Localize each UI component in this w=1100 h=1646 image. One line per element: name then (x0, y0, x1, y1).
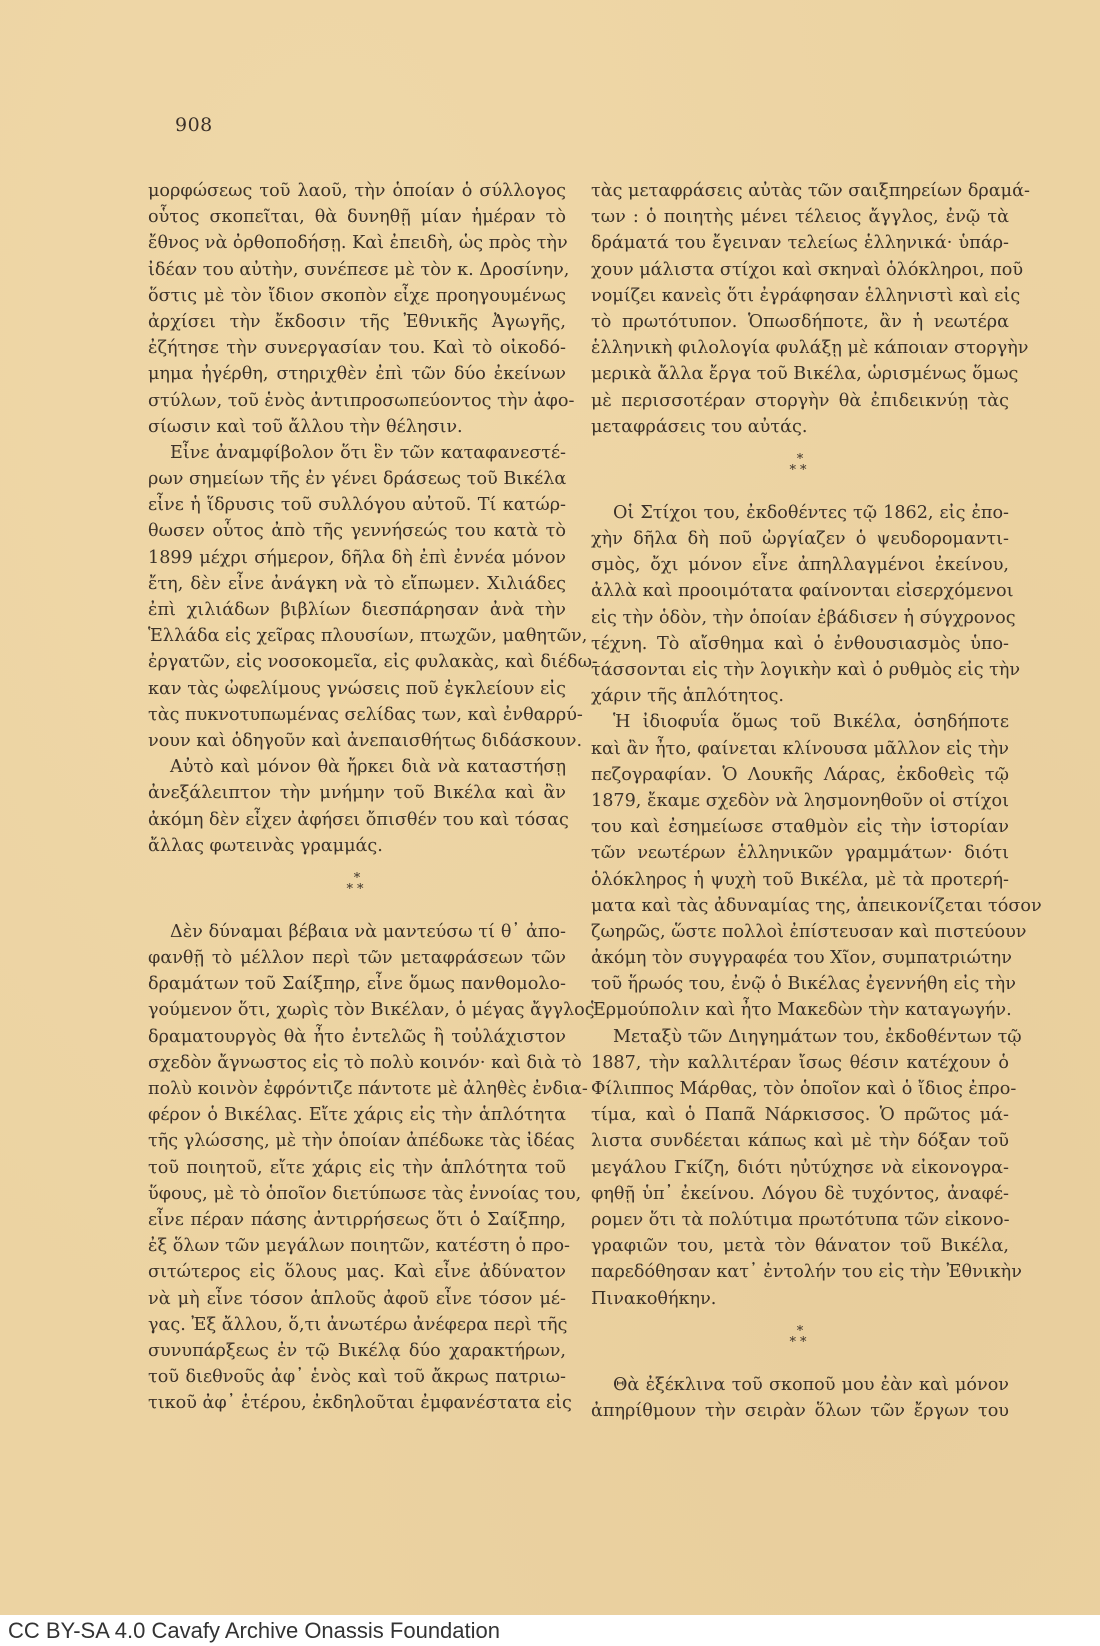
text-line: νομίζει κανεὶς ὅτι ἐγράφησαν ἑλληνιστὶ καὶ εἰς (591, 285, 1021, 306)
text-line: πολὺ κοινὸν ἐφρόντιζε πάντοτε μὲ ἀληθὲς ἐνδια- (148, 1079, 588, 1099)
text-line: χάριν τῆς ἁπλότητος. (591, 686, 785, 707)
text-line: ἐργατῶν, εἰς νοσοκομεῖα, εἰς φυλακὰς, καὶ διέδω- (148, 652, 598, 673)
text-line: καὶ ἂν ἦτο, φαίνεται κλίνουσα μᾶλλον εἰς τὴν (591, 738, 1009, 759)
text-line: σίωσιν καὶ τοῦ ἄλλου τὴν θέλησιν. (148, 416, 463, 437)
text-line: Εἶνε ἀναμφίβολον ὅτι ἓν τῶν καταφανεστέ- (170, 442, 566, 463)
text-line: ἀρχίσει τὴν ἔκδοσιν τῆς Ἐθνικῆς Ἀγωγῆς, (148, 311, 566, 332)
page-number: 908 (175, 114, 213, 136)
text-line: γας. Ἐξ ἄλλου, ὅ,τι ἀνωτέρω ἀνέφερα περὶ τῆς (148, 1314, 568, 1335)
text-line: δράματά του ἔγειναν τελείως ἑλληνικά· ὑπάρ- (591, 233, 1009, 254)
text-line: των : ὁ ποιητὴς μένει τέλειος ἄγγλος, ἐνῷ τὰ (591, 207, 1009, 228)
text-line: τοῦ διεθνοῦς ἀφ᾽ ἑνὸς καὶ τοῦ ἄκρως πατριω- (148, 1367, 566, 1388)
text-line: μορφώσεως τοῦ λαοῦ, τὴν ὁποίαν ὁ σύλλογος (148, 181, 566, 201)
text-line: του καὶ ἐσημείωσε σταθμὸν εἰς τὴν ἱστορίαν (591, 817, 1009, 838)
text-line: συνυπάρξεως ἐν τῷ Βικέλᾳ δύο χαρακτήρων, (148, 1340, 566, 1361)
text-line: ὅστις μὲ τὸν ἴδιον σκοπὸν εἶχε προηγουμένως (148, 285, 566, 306)
text-line: σιτώτερος εἰς ὅλους μας. Καὶ εἶνε ἀδύνατον (148, 1262, 566, 1283)
text-line: μερικὰ ἄλλα ἔργα τοῦ Βικέλα, ὡρισμένως ὅμως (591, 364, 1019, 385)
text-line: τίμα, καὶ ὁ Παπᾶ Νάρκισσος. Ὁ πρῶτος μά- (591, 1105, 1009, 1126)
text-line: ζωηρῶς, ὥστε πολλοὶ ἐπίστευσαν καὶ πιστεύουν (591, 921, 1027, 942)
text-line: Οἱ Στίχοι του, ἐκδοθέντες τῷ 1862, εἰς ἐπο- (613, 502, 1009, 523)
text-line: ὁλόκληρος ἡ ψυχὴ τοῦ Βικέλα, μὲ τὰ προτερή- (591, 869, 1009, 890)
text-line: τοῦ ποιητοῦ, εἴτε χάρις εἰς τὴν ἁπλότητα τοῦ (148, 1157, 566, 1178)
text-line: ἔθνος νὰ ὀρθοποδήσῃ. Καὶ ἐπειδὴ, ὡς πρὸς τὴν (148, 233, 568, 254)
text-line: οὗτος σκοπεῖται, θὰ δυνηθῇ μίαν ἡμέραν τὸ (148, 207, 566, 228)
text-line: ἀκόμη τὸν συγγραφέα του Χῖον, συμπατριώτην (591, 948, 1012, 969)
text-line: ρομεν ὅτι τὰ πολύτιμα πρωτότυπα τῶν εἰκονο- (591, 1209, 1010, 1230)
section-asterism: * ** (789, 451, 811, 478)
text-line: 1887, τὴν καλλιτέραν ἴσως θέσιν κατέχουν ὁ (591, 1052, 1009, 1073)
text-line: ἔτη, δὲν εἶνε ἀνάγκη νὰ τὸ εἴπωμεν. Χιλιάδες (148, 573, 566, 594)
text-line: 1899 μέχρι σήμερον, δῆλα δὴ ἐπὶ ἐννέα μόνον (148, 547, 566, 568)
text-line: θωσεν οὗτος ἀπὸ τῆς γεννήσεώς του κατὰ τὸ (148, 521, 566, 542)
text-line: ἀλλὰ καὶ προοιμότατα φαίνονται εἰσερχόμενοι (591, 581, 1014, 602)
text-line: Ἑρμούπολιν καὶ ἦτο Μακεδὼν τὴν καταγωγήν. (591, 1000, 1012, 1021)
text-line: ματα καὶ τὰς ἀδυναμίας της, ἀπεικονίζεται τόσον (591, 895, 1042, 916)
text-line: παρεδόθησαν κατ᾽ ἐντολήν του εἰς τὴν Ἐθνικὴν (591, 1262, 1022, 1283)
text-line: ρων σημείων τῆς ἐν γένει δράσεως τοῦ Βικέλα (148, 469, 567, 490)
text-line: ἐζήτησε τὴν συνεργασίαν του. Καὶ τὸ οἰκοδό- (148, 338, 566, 359)
section-asterism: * ** (346, 870, 368, 897)
text-line: Θὰ ἐξέκλινα τοῦ σκοποῦ μου ἐὰν καὶ μόνον (613, 1374, 1009, 1395)
text-line: τὸ πρωτότυπον. Ὁπωσδήποτε, ἂν ἡ νεωτέρα (591, 311, 1009, 332)
paragraph (148, 440, 598, 754)
text-line: στύλων, τοῦ ἑνὸς ἀντιπροσωπεύοντος τὴν ἀφο- (148, 390, 575, 411)
paragraph (591, 1372, 1009, 1424)
text-line: ὕφους, μὲ τὸ ὁποῖον διετύπωσε τὰς ἐννοίας του, (148, 1183, 582, 1204)
text-line: νὰ μὴ εἶνε τόσον ἁπλοῦς ἀφοῦ εἶνε τόσον μέ- (148, 1288, 566, 1309)
text-line: τῶν νεωτέρων ἑλληνικῶν γραμμάτων· διότι (591, 843, 1009, 864)
text-line: Αὐτὸ καὶ μόνον θὰ ἤρκει διὰ νὰ καταστήσῃ (170, 757, 566, 778)
text-line: Δὲν δύναμαι βέβαια νὰ μαντεύσω τί θ᾽ ἀπο- (170, 921, 566, 942)
text-line: Πινακοθήκην. (591, 1288, 717, 1309)
text-line: φηθῇ ὑπ᾽ ἐκείνου. Λόγου δὲ τυχόντος, ἀναφέ- (591, 1183, 1009, 1204)
paragraph (591, 709, 1042, 1023)
text-line: Ἡ ἰδιοφυΐα ὅμως τοῦ Βικέλα, ὁσηδήποτε (613, 712, 1009, 733)
text-line: δραματουργὸς θὰ ἦτο ἐντελῶς ἢ τοὐλάχιστον (148, 1026, 566, 1047)
text-line: ἰδέαν του αὐτὴν, συνέπεσε μὲ τὸν κ. Δροσίνην, (148, 259, 570, 280)
paragraph (148, 178, 575, 440)
right-column (591, 178, 1042, 1424)
text-line: ἑλληνικὴ φιλολογία φυλάξῃ μὲ κάποιαν στοργὴν (591, 338, 1029, 359)
left-column (148, 178, 598, 1416)
text-line: μημα ἠγέρθη, στηριχθὲν ἐπὶ τῶν δύο ἐκείνων (148, 364, 566, 385)
text-line: εἶνε πέραν πάσης ἀντιρρήσεως ὅτι ὁ Σαίξπηρ, (148, 1209, 566, 1230)
text-line: ἀνεξάλειπτον τὴν μνήμην τοῦ Βικέλα καὶ ἂν (148, 783, 566, 804)
text-line: εἰς τὴν ὁδὸν, τὴν ὁποίαν ἐβάδισεν ἡ σύγχρονος (591, 607, 1016, 628)
text-line: ἐπὶ χιλιάδων βιβλίων διεσπάρησαν ἀνὰ τὴν (148, 600, 566, 620)
text-line: τοῦ ἥρωός του, ἐνῷ ὁ Βικέλας ἐγεννήθη εἰς τὴν (591, 974, 1016, 995)
paragraph (148, 919, 595, 1417)
text-line: τὰς πυκνοτυπωμένας σελίδας των, καὶ ἐνθαρρύ- (148, 704, 583, 725)
text-line: φέρον ὁ Βικέλας. Εἴτε χάρις εἰς τὴν ἁπλότητα (148, 1105, 566, 1126)
text-line: τὰς μεταφράσεις αὐτὰς τῶν σαιξπηρείων δραμά- (591, 181, 1030, 201)
text-line: σμὸς, ὄχι μόνον εἶνε ἀπηλλαγμένοι ἐκείνου, (591, 555, 1009, 576)
text-line: σχεδὸν ἄγνωστος εἰς τὸ πολὺ κοινόν· καὶ διὰ τὸ (148, 1052, 582, 1073)
text-line: πεζογραφίαν. Ὁ Λουκῆς Λάρας, ἐκδοθεὶς τῷ (591, 764, 1009, 785)
text-line: χὴν δῆλα δὴ ποῦ ὠργίαζεν ὁ ψευδορομαντι- (591, 529, 1009, 550)
text-line: 1879, ἔκαμε σχεδὸν νὰ λησμονηθοῦν οἱ στίχοι (591, 790, 1009, 811)
text-line: Φίλιππος Μάρθας, τὸν ὁποῖον καὶ ὁ ἴδιος ἐπρο- (591, 1079, 1017, 1099)
text-line: δραμάτων τοῦ Σαίξπηρ, εἶνε ὅμως πανθομολο- (148, 974, 566, 995)
paragraph (591, 1024, 1022, 1312)
text-line: Μεταξὺ τῶν Διηγημάτων του, ἐκδοθέντων τῷ (613, 1026, 1022, 1047)
text-line: μεταφράσεις του αὐτάς. (591, 416, 808, 437)
section-asterism: * ** (789, 1323, 811, 1350)
text-line: ἀπηρίθμουν τὴν σειρὰν ὅλων τῶν ἔργων του (591, 1400, 1009, 1421)
text-line: εἶνε ἡ ἵδρυσις τοῦ συλλόγου αὐτοῦ. Τί κατώρ- (148, 495, 566, 516)
text-line: μὲ περισσοτέραν στοργὴν θὰ ἐπιδεικνύῃ τὰς (591, 390, 1009, 411)
license-credit: CC BY-SA 4.0 Cavafy Archive Onassis Foundation (8, 1618, 500, 1643)
text-line: τέχνη. Τὸ αἴσθημα καὶ ὁ ἐνθουσιασμὸς ὑπο- (591, 633, 1009, 654)
text-line: νουν καὶ ὁδηγοῦν καὶ ἀνεπαισθήτως διδάσκουν. (148, 730, 583, 751)
paragraph (591, 500, 1021, 710)
text-line: τικοῦ ἀφ᾽ ἑτέρου, ἐκδηλοῦται ἐμφανέστατα εἰς (148, 1393, 572, 1414)
text-line: ἐξ ὅλων τῶν μεγάλων ποιητῶν, κατέστη ὁ προ- (148, 1236, 570, 1257)
text-line: ἀκόμη δὲν εἶχεν ἀφήσει ὄπισθέν του καὶ τόσας (148, 809, 569, 830)
paragraph (148, 754, 569, 859)
paragraph (591, 178, 1030, 440)
text-line: λιστα συνδέεται κάπως καὶ μὲ τὴν δόξαν τοῦ (591, 1131, 1009, 1152)
text-line: γραφιῶν του, μετὰ τὸν θάνατον τοῦ Βικέλα, (591, 1236, 1009, 1257)
text-line: γούμενον ὅτι, χωρὶς τὸν Βικέλαν, ὁ μέγας ἄγγλος (148, 1000, 595, 1021)
text-line: χουν μάλιστα στίχοι καὶ σκηναὶ ὁλόκληροι, ποῦ (591, 259, 1024, 280)
text-line: ἄλλας φωτεινὰς γραμμάς. (148, 835, 383, 856)
text-line: φανθῇ τὸ μέλλον περὶ τῶν μεταφράσεων τῶν (148, 948, 566, 969)
text-line: καν τὰς ὠφελίμους γνώσεις ποῦ ἐγκλείουν εἰς (148, 678, 566, 699)
text-line: τῆς γλώσσης, μὲ τὴν ὁποίαν ἀπέδωκε τὰς ἰδέας (148, 1131, 575, 1152)
text-line: Ἑλλάδα εἰς χεῖρας πλουσίων, πτωχῶν, μαθητῶν, (148, 626, 588, 647)
text-line: μεγάλου Γκίζη, διότι ηὐτύχησε νὰ εἰκονογρα- (591, 1157, 1009, 1178)
text-line: τάσσονται εἰς τὴν λογικὴν καὶ ὁ ρυθμὸς εἰς τὴν (591, 660, 1021, 680)
